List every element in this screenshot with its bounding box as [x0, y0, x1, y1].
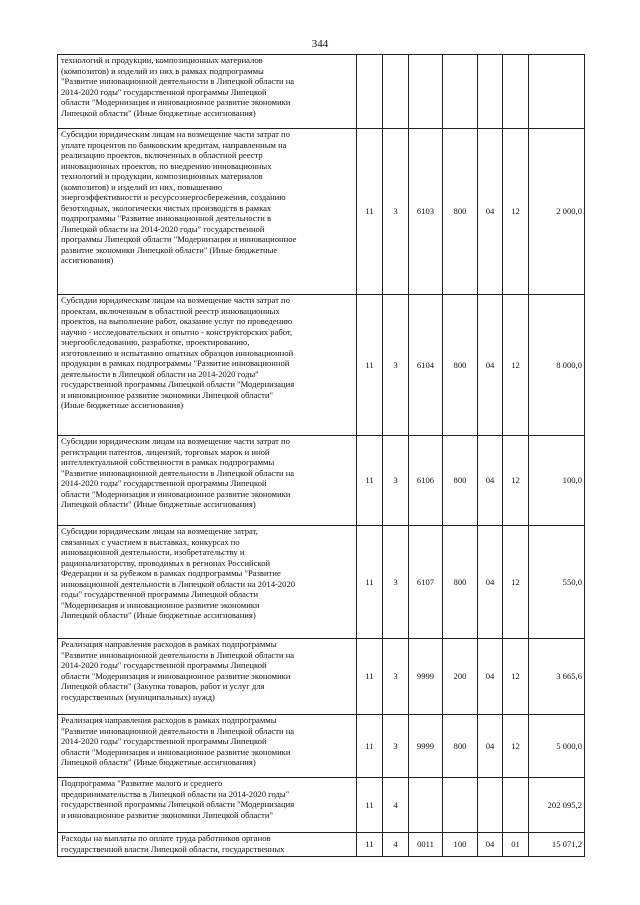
cell-code-5 — [478, 55, 503, 129]
cell-amount: 2 000,0 — [529, 129, 585, 295]
cell-code-5: 04 — [478, 129, 503, 295]
row-description: Субсидии юридическим лицам на возмещение части затрат по проектам, включенным в областной реестр инновационных проектов, на выполнение работ, оказание услуг по проведению научно - исследовательских и опытно - конструкторских работ, энергообследованию, разработке, проектированию, изготовлению и испытанию опытных образцов инновационной продукции в рамках подпрограммы "Развитие инновационной деятельности в Липецкой области на 2014-2020 годы" государственной программы Липецкой области "Модернизация и инновационное развитие экономики Липецкой области" (Иные бюджетные ассигнования) — [58, 295, 357, 436]
cell-code-5: 04 — [478, 833, 503, 857]
cell-code-1: 11 — [357, 778, 383, 833]
cell-code-1: 11 — [357, 436, 383, 526]
row-description: Субсидии юридическим лицам на возмещение части затрат по регистрации патентов, лицензий, торговых марок и иной интеллектуальной собственности в рамках подпрограммы "Развитие инновационной деятельности в Липецкой области на 2014-2020 годы" государственной программы Липецкой области "Модернизация и инновационное развитие экономики Липецкой области" (Иные бюджетные ассигнования) — [58, 436, 357, 526]
cell-amount: 15 071,2 — [529, 833, 585, 857]
cell-code-4: 800 — [443, 295, 478, 436]
cell-code-3: 0011 — [409, 833, 443, 857]
cell-code-2: 3 — [383, 715, 409, 778]
table-row — [58, 778, 585, 833]
cell-amount: 8 000,0 — [529, 295, 585, 436]
cell-amount: 100,0 — [529, 436, 585, 526]
cell-code-1: 11 — [357, 129, 383, 295]
row-description: Субсидии юридическим лицам на возмещение затрат, связанных с участием в выставках, конкурсах по инновационной деятельности, изобретательству и рационализаторству, проводимых в регионах Российской Федерации и за рубежом в рамках подпрограммы "Развитие инновационной деятельности в Липецкой области на 2014-2020 годы" государственной программы Липецкой области "Модернизация и инновационное развитие экономики Липецкой области" (Иные бюджетные ассигнования) — [58, 526, 357, 639]
cell-code-4: 100 — [443, 833, 478, 857]
cell-code-1: 11 — [357, 295, 383, 436]
table-row — [58, 295, 585, 436]
cell-code-6: 12 — [503, 129, 529, 295]
cell-amount: 5 000,0 — [529, 715, 585, 778]
cell-code-2: 3 — [383, 639, 409, 715]
cell-code-5 — [478, 778, 503, 833]
table-row — [58, 833, 585, 857]
page-number: 344 — [311, 38, 329, 50]
cell-code-2: 4 — [383, 833, 409, 857]
cell-code-2: 4 — [383, 778, 409, 833]
table-row — [58, 129, 585, 295]
row-description: Подпрограмма "Развитие малого и среднего предпринимательства в Липецкой области на 2014-2020 годы" государственной программы Липецкой области "Модернизация и инновационное развитие экономики Липецкой области" — [58, 778, 357, 833]
cell-code-1: 11 — [357, 526, 383, 639]
cell-code-6: 12 — [503, 295, 529, 436]
cell-code-1 — [357, 55, 383, 129]
table-row — [58, 436, 585, 526]
cell-code-5: 04 — [478, 715, 503, 778]
cell-code-1: 11 — [357, 833, 383, 857]
cell-code-2: 3 — [383, 436, 409, 526]
cell-code-2: 3 — [383, 129, 409, 295]
table-row — [58, 715, 585, 778]
cell-code-1: 11 — [357, 639, 383, 715]
cell-code-2 — [383, 55, 409, 129]
cell-code-6: 12 — [503, 715, 529, 778]
cell-code-4: 800 — [443, 129, 478, 295]
cell-code-1: 11 — [357, 715, 383, 778]
cell-code-6: 12 — [503, 436, 529, 526]
cell-code-4: 200 — [443, 639, 478, 715]
row-description: Расходы на выплаты по оплате труда работников органов государственной власти Липецкой области, государственных — [58, 833, 357, 857]
row-description: Субсидии юридическим лицам на возмещение части затрат по уплате процентов по банковским кредитам, направленным на реализацию проектов, включенных в областной реестр инновационных проектов, по внедрению инновационных технологий и продукции, композиционных материалов (композитов) и изделий из них, повышению энергоэффективности и ресурсоэнергосбережения, созданию безотходных, экологически чистых производств в рамках подпрограммы "Развитие инновационной деятельности в Липецкой области на 2014-2020 годы" государственной программы Липецкой области "Модернизация и инновационное развитие экономики Липецкой области" (Иные бюджетные ассигнования) — [58, 129, 357, 295]
cell-code-4: 800 — [443, 715, 478, 778]
cell-code-3: 9999 — [409, 639, 443, 715]
cell-code-5: 04 — [478, 639, 503, 715]
cell-code-4 — [443, 778, 478, 833]
budget-table — [57, 54, 585, 857]
cell-amount — [529, 55, 585, 129]
cell-code-5: 04 — [478, 295, 503, 436]
row-description: Реализация направления расходов в рамках подпрограммы "Развитие инновационной деятельности в Липецкой области на 2014-2020 годы" государственной программы Липецкой области "Модернизация и инновационное развитие экономики Липецкой области" (Иные бюджетные ассигнования) — [58, 715, 357, 778]
cell-code-4: 800 — [443, 436, 478, 526]
cell-code-2: 3 — [383, 295, 409, 436]
cell-code-3 — [409, 778, 443, 833]
cell-code-6 — [503, 55, 529, 129]
cell-code-3: 6104 — [409, 295, 443, 436]
row-description: Реализация направления расходов в рамках подпрограммы "Развитие инновационной деятельности в Липецкой области на 2014-2020 годы" государственной программы Липецкой области "Модернизация и инновационное развитие экономики Липецкой области" (Закупка товаров, работ и услуг для государственных (муниципальных) нужд) — [58, 639, 357, 715]
cell-amount: 202 095,2 — [529, 778, 585, 833]
table-row — [58, 526, 585, 639]
cell-code-4 — [443, 55, 478, 129]
cell-code-3: 6103 — [409, 129, 443, 295]
cell-code-6: 12 — [503, 639, 529, 715]
cell-code-5: 04 — [478, 436, 503, 526]
cell-code-3: 6107 — [409, 526, 443, 639]
row-description: технологий и продукции, композиционных материалов (композитов) и изделий из них в рамках подпрограммы "Развитие инновационной деятельности в Липецкой области на 2014-2020 годы" государственной программы Липецкой области "Модернизация и инновационное развитие экономики Липецкой области" (Иные бюджетные ассигнования) — [58, 55, 357, 129]
cell-code-6: 12 — [503, 526, 529, 639]
cell-code-3: 6106 — [409, 436, 443, 526]
cell-code-5: 04 — [478, 526, 503, 639]
cell-code-3 — [409, 55, 443, 129]
cell-code-3: 9999 — [409, 715, 443, 778]
cell-amount: 3 665,6 — [529, 639, 585, 715]
table-row — [58, 639, 585, 715]
table-row — [58, 55, 585, 129]
cell-code-4: 800 — [443, 526, 478, 639]
cell-code-6 — [503, 778, 529, 833]
cell-code-2: 3 — [383, 526, 409, 639]
cell-amount: 550,0 — [529, 526, 585, 639]
cell-code-6: 01 — [503, 833, 529, 857]
